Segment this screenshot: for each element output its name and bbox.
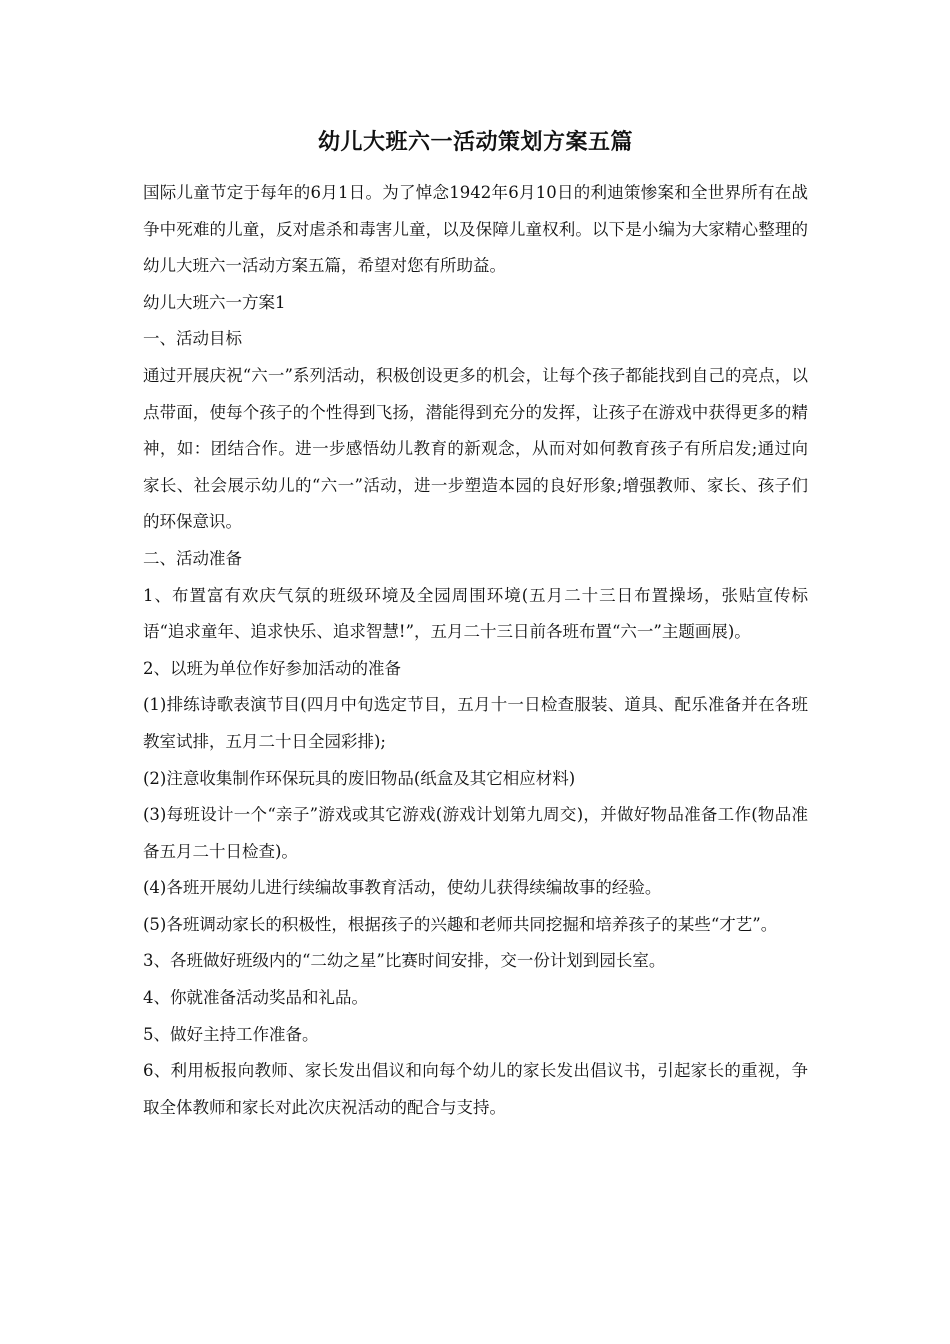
preparation-item-5: 5、做好主持工作准备。 — [143, 1024, 319, 1044]
preparation-item-4: 4、你就准备活动奖品和礼品。 — [143, 988, 368, 1008]
preparation-item-1: 1、布置富有欢庆气氛的班级环境及全园周围环境(五月二十三日布置操场，张贴宣传标语“追求童年、追求快乐、追求智慧!”，五月二十三日前各班布置“六一”主题画展)。 — [143, 585, 808, 642]
section-heading-preparation: 二、活动准备 — [143, 548, 242, 568]
intro-paragraph: 国际儿童节定于每年的6月1日。为了悼念1942年6月10日的利迪策惨案和全世界所有在战争中死难的儿童，反对虐杀和毒害儿童，以及保障儿童权利。以下是小编为大家精心整理的幼儿大班六一活动方案五篇，希望对您有所助益。 — [143, 183, 808, 276]
preparation-subitem-3: (3)每班设计一个“亲子”游戏或其它游戏(游戏计划第九周交)，并做好物品准备工作(物品准备五月二十日检查)。 — [143, 805, 808, 861]
preparation-item-6: 6、利用板报向教师、家长发出倡议和向每个幼儿的家长发出倡议书，引起家长的重视，争取全体教师和家长对此次庆祝活动的配合与支持。 — [143, 1061, 808, 1117]
document-body — [143, 127, 808, 1126]
preparation-item-2: 2、以班为单位作好参加活动的准备 — [143, 658, 401, 678]
preparation-subitem-5: (5)各班调动家长的积极性，根据孩子的兴趣和老师共同挖掘和培养孩子的某些“才艺”。 — [143, 914, 778, 934]
document-title: 幼儿大班六一活动策划方案五篇 — [317, 129, 633, 155]
preparation-subitem-4: (4)各班开展幼儿进行续编故事教育活动，使幼儿获得续编故事的经验。 — [143, 878, 662, 898]
goals-paragraph: 通过开展庆祝“六一”系列活动，积极创设更多的机会，让每个孩子都能找到自己的亮点，以点带面，使每个孩子的个性得到飞扬，潜能得到充分的发挥，让孩子在游戏中获得更多的精神，如：团结合作。进一步感悟幼儿教育的新观念，从而对如何教育孩子有所启发;通过向家长、社会展示幼儿的“六一”活动，进一步塑造本园的良好形象;增强教师、家长、孩子们的环保意识。 — [143, 365, 808, 532]
section-heading-goals: 一、活动目标 — [143, 329, 242, 349]
preparation-subitem-2: (2)注意收集制作环保玩具的废旧物品(纸盒及其它相应材料) — [143, 768, 576, 788]
preparation-subitem-1: (1)排练诗歌表演节目(四月中旬选定节目，五月十一日检查服装、道具、配乐准备并在各班教室试排，五月二十日全园彩排); — [143, 695, 808, 751]
preparation-item-3: 3、各班做好班级内的“二幼之星”比赛时间安排，交一份计划到园长室。 — [143, 951, 666, 971]
section-heading-plan-1: 幼儿大班六一方案1 — [143, 292, 286, 312]
